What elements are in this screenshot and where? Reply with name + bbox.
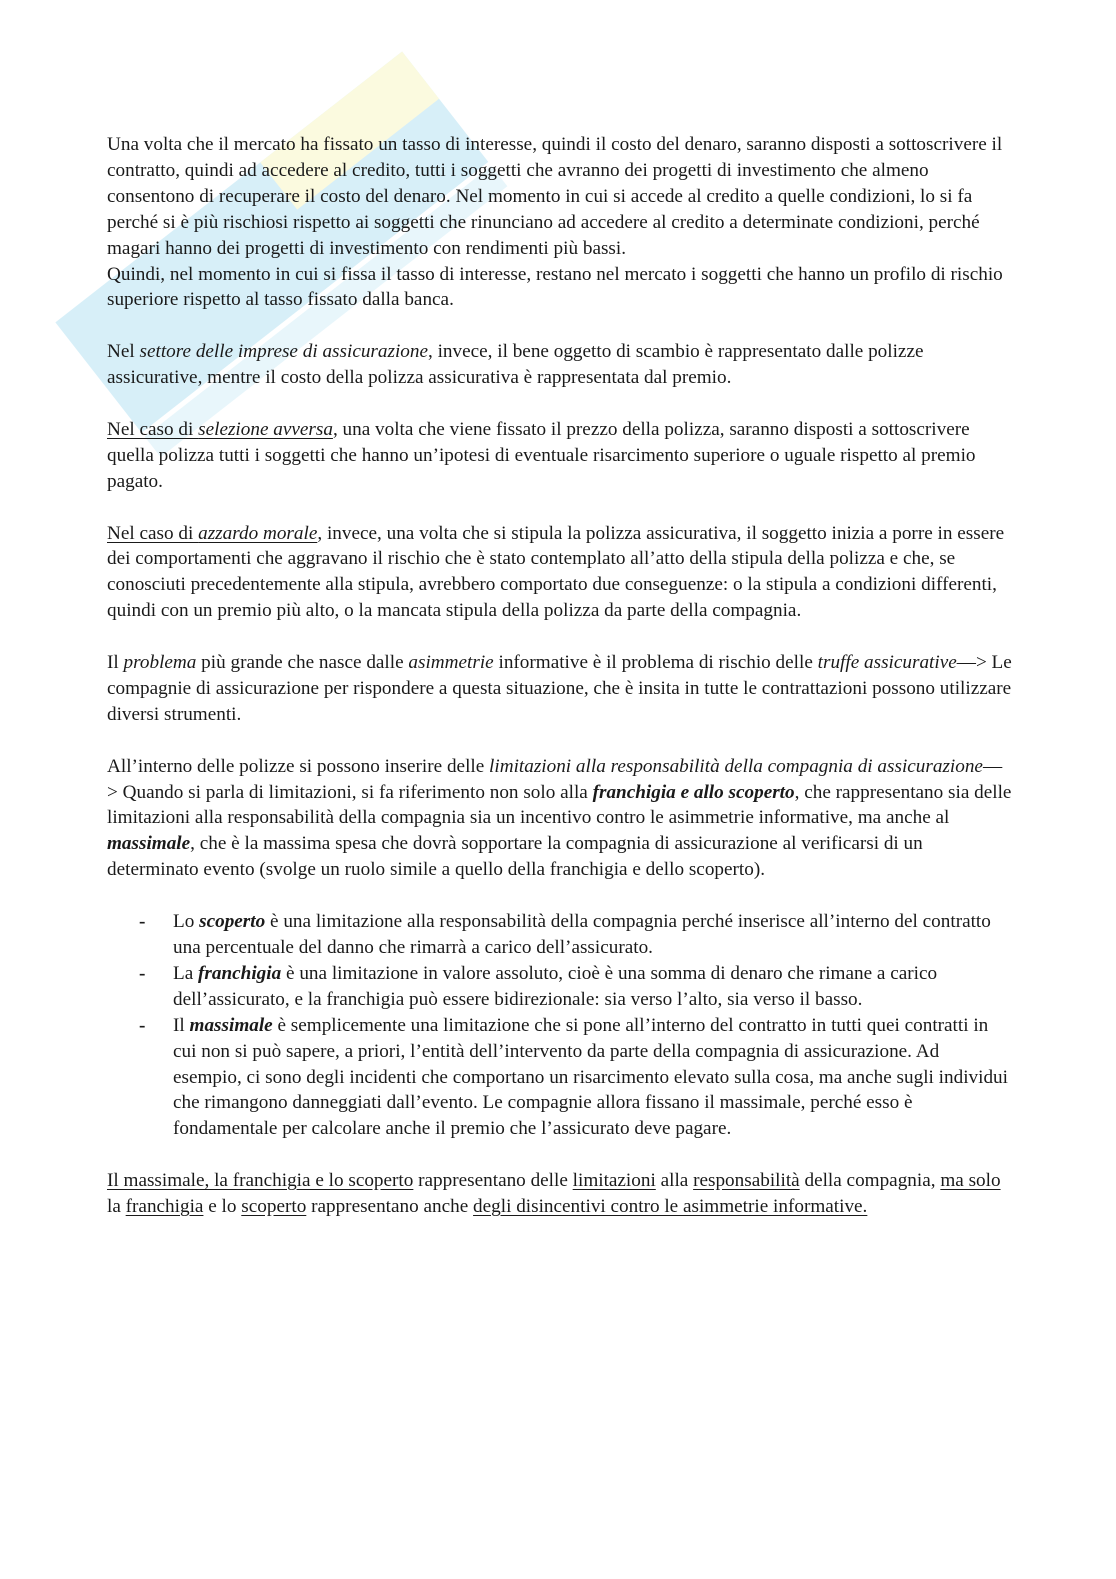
paragraph-insurance-sector: Nel settore delle imprese di assicurazione, invece, il bene oggetto di scambio è rappresentato dalle polizze assicurative, mentre il costo della polizza assicurativa è rappresentata dal premio.: [107, 341, 924, 389]
list-item-massimale: - Il massimale è semplicemente una limitazione che si pone all’interno del contratto in tutti quei contratti in cui non si può sapere, a priori, l’entità dell’intervento da parte della compagnia di assicurazione. Ad esempio, ci sono degli incidenti che comportano un risarcimento elevato sulla cosa, ma anche sugli individui che rimangono danneggiati dall’evento. Le compagnie allora fissano il massimale, perché esso è fondamentale per calcolare anche il premio che l’assicurato deve pagare.: [139, 1014, 1008, 1140]
dash-bullet: -: [139, 1014, 146, 1036]
paragraph-summary: Il massimale, la franchigia e lo scoperto rappresentano delle limitazioni alla responsabilità della compagnia, ma solo la franchigia e lo scoperto rappresentano anche degli disincentivi contro le asimmetrie informative.: [107, 1170, 1001, 1218]
paragraph-insurance-fraud: Il problema più grande che nasce dalle asimmetrie informative è il problema di rischio delle truffe assicurative—> Le compagnie di assicurazione per rispondere a questa situazione, che è insita in tutte le contrattazioni possono utilizzare diversi strumenti.: [107, 652, 1012, 725]
dash-bullet: -: [139, 911, 146, 933]
list-item-scoperto: - Lo scoperto è una limitazione alla responsabilità della compagnia perché inserisce all’interno del contratto una percentuale del danno che rimarrà a carico dell’assicurato.: [139, 911, 991, 958]
list-item-franchigia: - La franchigia è una limitazione in valore assoluto, cioè è una somma di denaro che rimane a carico dell’assicurato, e la franchigia può essere bidirezionale: sia verso l’alto, sia verso il basso.: [139, 962, 938, 1010]
heading-moral-hazard: Nel caso di azzardo morale: [107, 522, 318, 544]
paragraph-credit-market: Una volta che il mercato ha fissato un tasso di interesse, quindi il costo del denaro, saranno disposti a sottoscrivere il contratto, quindi ad accedere al credito, tutti i soggetti che avranno dei progetti di investimento che almeno consentono di recuperare il costo del denaro. Nel momento in cui si accede al credito a quelle condizioni, lo si fa perché si è più rischiosi rispetto ai soggetti che rinunciano ad accedere al credito a determinate condizioni, perché magari hanno dei progetti di investimento con rendimenti più bassi.: [107, 134, 1003, 259]
paragraph-moral-hazard: Nel caso di azzardo morale, invece, una volta che si stipula la polizza assicurativa, il soggetto inizia a porre in essere dei comportamenti che aggravano il rischio che è stato contemplato all’atto della stipula della polizza e che, se conosciuti precedentemente alla stipula, avrebbero comportato due conseguenze: o la stipula a condizioni differenti, quindi con un premio più alto, o la mancata stipula della polizza da parte della compagnia.: [107, 522, 1005, 622]
paragraph-limitations: All’interno delle polizze si possono inserire delle limitazioni alla responsabilità della compagnia di assicurazione—> Quando si parla di limitazioni, si fa riferimento non solo alla franchigia e allo scoperto, che rappresentano sia delle limitazioni alla responsabilità della compagnia sia un incentivo contro le asimmetrie informative, ma anche al massimale, che è la massima spesa che dovrà sopportare la compagnia di assicurazione al verificarsi di un determinato evento (svolge un ruolo simile a quello della franchigia e dello scoperto).: [107, 755, 1012, 881]
bullet-list: [107, 909, 1012, 1142]
paragraph-adverse-selection: Nel caso di selezione avversa, una volta che viene fissato il prezzo della polizza, saranno disposti a sottoscrivere quella polizza tutti i soggetti che hanno un’ipotesi di eventuale risarcimento superiore o uguale rispetto al premio pagato.: [107, 418, 976, 492]
document-page: [107, 132, 1012, 1246]
dash-bullet: -: [139, 962, 146, 984]
paragraph-interest-rate: Quindi, nel momento in cui si fissa il tasso di interesse, restano nel mercato i soggetti che hanno un profilo di rischio superiore rispetto al tasso fissato dalla banca.: [107, 263, 1003, 311]
heading-adverse-selection: Nel caso di selezione avversa: [107, 418, 333, 440]
term-insurance-sector: settore delle imprese di assicurazione: [139, 341, 428, 363]
